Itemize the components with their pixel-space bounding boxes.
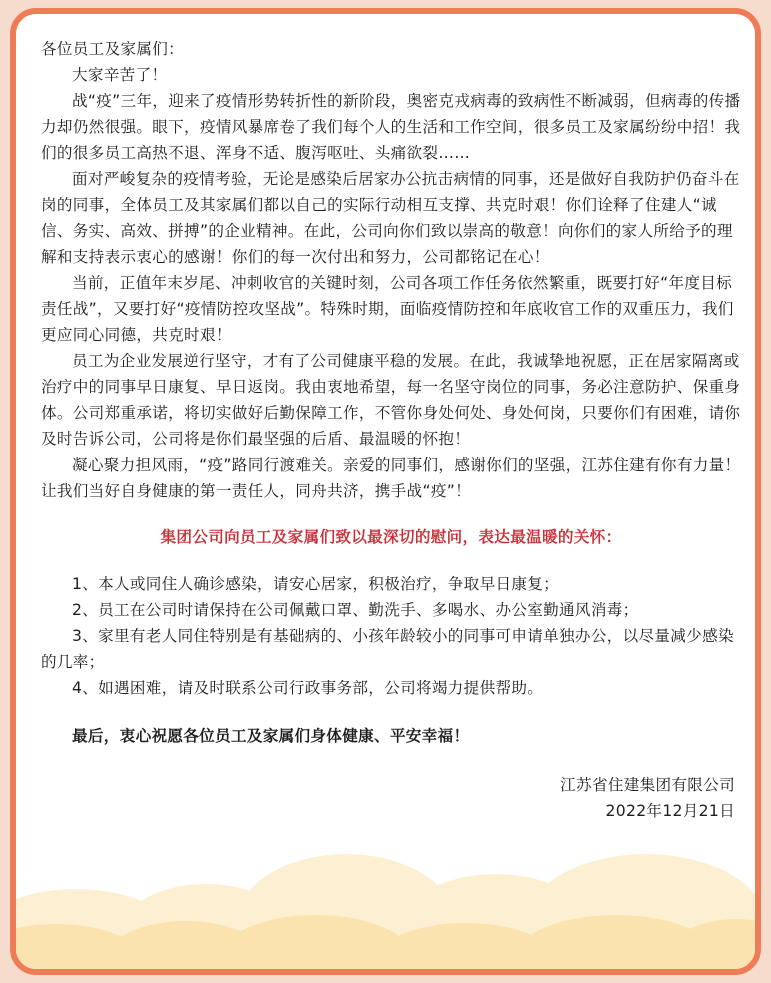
greeting: 大家辛苦了！ bbox=[72, 66, 168, 84]
letter-body bbox=[41, 36, 741, 824]
paragraph-3: 当前，正值年末岁尾、冲刺收官的关键时刻，公司各项工作任务依然繁重，既要打好“年度目标责任战”，又要打好“疫情防控攻坚战”。特殊时期，面临疫情防控和年底收官工作的双重压力，我们更应同心同德，共克时艰！ bbox=[41, 274, 734, 344]
care-list bbox=[41, 571, 741, 701]
closing-wish: 最后，衷心祝愿各位员工及家属们身体健康、平安幸福！ bbox=[72, 727, 470, 745]
list-item: 1、本人或同住人确诊感染，请安心居家，积极治疗，争取早日康复； bbox=[72, 575, 560, 593]
paragraph-2: 面对严峻复杂的疫情考验，无论是感染后居家办公抗击病情的同事，还是做好自我防护仍奋斗在岗的同事，全体员工及其家属们都以自己的实际行动相互支撑、共克时艰！你们诠释了住建人“诚信、务实、高效、拼搏”的企业精神。在此，公司向你们致以崇高的敬意！向你们的家人所给予的理解和支持表示衷心的感谢！你们的每一次付出和努力，公司都铭记在心！ bbox=[41, 170, 740, 266]
cloud-decoration bbox=[16, 829, 755, 969]
letter-card bbox=[10, 8, 761, 975]
paragraph-1: 战“疫”三年，迎来了疫情形势转折性的新阶段，奥密克戎病毒的致病性不断减弱，但病毒的传播力却仍然很强。眼下，疫情风暴席卷了我们每个人的生活和工作空间，很多员工及家属纷纷中招！我们的很多员工高热不退、浑身不适、腹泻呕吐、头痛欲裂…… bbox=[41, 92, 741, 162]
salutation: 各位员工及家属们： bbox=[41, 40, 185, 58]
date: 2022年12月21日 bbox=[605, 802, 735, 820]
list-item: 3、家里有老人同住特别是有基础病的、小孩年龄较小的同事可申请单独办公，以尽量减少感染的几率； bbox=[41, 627, 734, 671]
paragraph-4: 员工为企业发展逆行坚守，才有了公司健康平稳的发展。在此，我诚挚地祝愿，正在居家隔离或治疗中的同事早日康复、早日返岗。我由衷地希望，每一名坚守岗位的同事，务必注意防护、保重身体。公司郑重承诺，将切实做好后勤保障工作，不管你身处何处、身处何岗，只要你们有困难，请你及时告诉公司，公司将是你们最坚强的后盾、最温暖的怀抱！ bbox=[41, 352, 741, 448]
signature: 江苏省住建集团有限公司 bbox=[560, 776, 735, 794]
paragraph-5: 凝心聚力担风雨，“疫”路同行渡难关。亲爱的同事们，感谢你们的坚强，江苏住建有你有力量！让我们当好自身健康的第一责任人，同舟共济，携手战“疫”！ bbox=[41, 456, 741, 500]
care-headline: 集团公司向员工及家属们致以最深切的慰问，表达最温暖的关怀： bbox=[160, 528, 622, 546]
list-item: 4、如遇困难，请及时联系公司行政事务部，公司将竭力提供帮助。 bbox=[72, 679, 544, 697]
list-item: 2、员工在公司时请保持在公司佩戴口罩、勤洗手、多喝水、办公室勤通风消毒； bbox=[72, 601, 639, 619]
